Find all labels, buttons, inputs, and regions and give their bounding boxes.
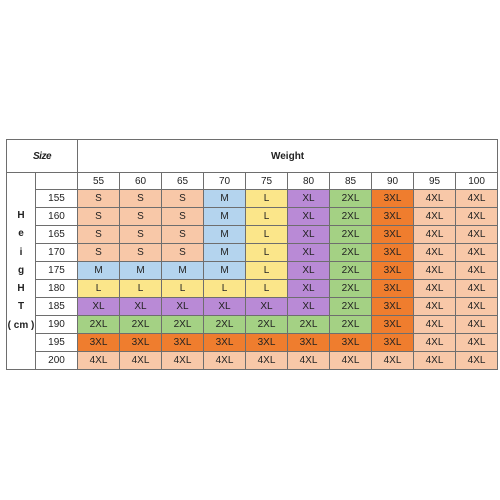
size-cell: M [204,244,246,262]
size-cell: 3XL [372,244,414,262]
size-cell: 3XL [372,208,414,226]
size-cell: 2XL [162,316,204,334]
size-cell: 2XL [330,190,372,208]
height-row [7,280,498,298]
size-cell: 4XL [246,352,288,370]
size-cell: 4XL [456,226,498,244]
size-cell: 2XL [204,316,246,334]
height-axis-letter: g [17,264,25,276]
size-cell: 4XL [456,208,498,226]
weight-header-cell: 80 [288,173,330,190]
weight-header-cell: 65 [162,173,204,190]
size-cell: M [204,262,246,280]
size-cell: XL [288,226,330,244]
height-header-cell: 165 [36,226,78,244]
size-cell: S [120,208,162,226]
weight-header-cell: 60 [120,173,162,190]
size-cell: M [204,226,246,244]
size-cell: 3XL [372,190,414,208]
height-row [7,262,498,280]
height-axis-letter: H [17,210,25,222]
size-cell: 3XL [204,334,246,352]
size-cell: S [78,244,120,262]
size-cell: 2XL [330,262,372,280]
size-cell: 3XL [372,280,414,298]
size-cell: XL [288,190,330,208]
height-row [7,226,498,244]
size-cell: 4XL [414,208,456,226]
size-cell: 2XL [288,316,330,334]
size-cell: 2XL [330,226,372,244]
size-cell: S [162,208,204,226]
weight-header-cell: 75 [246,173,288,190]
size-cell: XL [288,208,330,226]
height-row [7,352,498,370]
size-cell: S [162,190,204,208]
height-header-cell: 180 [36,280,78,298]
size-cell: 4XL [456,244,498,262]
size-cell: 4XL [330,352,372,370]
size-cell: 4XL [78,352,120,370]
size-cell: 3XL [246,334,288,352]
size-cell: XL [288,262,330,280]
size-cell: 2XL [78,316,120,334]
size-cell: XL [162,298,204,316]
height-header-cell: 175 [36,262,78,280]
size-cell: 3XL [330,334,372,352]
height-row [7,244,498,262]
size-cell: L [246,226,288,244]
size-cell: S [78,208,120,226]
size-cell: XL [288,298,330,316]
height-axis-letter: T [17,301,25,313]
size-cell: 4XL [456,262,498,280]
size-cell: S [162,226,204,244]
size-cell: XL [246,298,288,316]
size-cell: 3XL [372,334,414,352]
size-cell: XL [288,280,330,298]
height-header-cell: 200 [36,352,78,370]
size-cell: 4XL [414,334,456,352]
size-cell: S [120,190,162,208]
size-cell: XL [288,244,330,262]
size-cell: 2XL [246,316,288,334]
size-cell: L [246,280,288,298]
size-chart-table [6,139,498,370]
size-cell: XL [120,298,162,316]
size-cell: L [246,208,288,226]
size-cell: 3XL [372,316,414,334]
height-axis-label [7,173,36,370]
size-cell: 4XL [456,352,498,370]
height-header-cell: 185 [36,298,78,316]
height-row [7,208,498,226]
size-cell: 4XL [414,352,456,370]
size-cell: 2XL [330,280,372,298]
height-row [7,316,498,334]
size-cell: 4XL [414,280,456,298]
height-header-cell: 195 [36,334,78,352]
size-cell: 2XL [330,298,372,316]
size-cell: M [120,262,162,280]
height-header-cell: 190 [36,316,78,334]
size-cell: XL [78,298,120,316]
size-cell: 4XL [456,190,498,208]
size-cell: L [246,190,288,208]
size-cell: L [246,262,288,280]
size-cell: 4XL [162,352,204,370]
height-row [7,334,498,352]
size-cell: 2XL [330,208,372,226]
size-cell: 2XL [120,316,162,334]
size-cell: XL [204,298,246,316]
size-cell: L [120,280,162,298]
height-axis-letter: i [19,246,23,258]
height-row [7,298,498,316]
size-cell: 4XL [204,352,246,370]
size-cell: 4XL [414,262,456,280]
size-cell: S [78,226,120,244]
size-cell: S [120,226,162,244]
size-cell: 4XL [456,316,498,334]
size-cell: L [162,280,204,298]
size-cell: 4XL [120,352,162,370]
height-axis-letter: H [17,283,25,295]
size-cell: 4XL [372,352,414,370]
size-cell: 4XL [456,280,498,298]
size-cell: 3XL [372,226,414,244]
size-cell: S [162,244,204,262]
height-row [7,190,498,208]
weight-header-cell: 85 [330,173,372,190]
weight-header-row [7,173,498,190]
size-cell: 3XL [162,334,204,352]
size-cell: 3XL [120,334,162,352]
size-cell: 2XL [330,316,372,334]
size-cell: 4XL [414,190,456,208]
size-cell: M [204,190,246,208]
corner-cell [36,173,78,190]
size-cell: 4XL [456,298,498,316]
weight-header-cell: 55 [78,173,120,190]
size-cell: M [78,262,120,280]
height-axis-letter: e [18,228,24,240]
size-cell: 2XL [330,244,372,262]
height-header-cell: 155 [36,190,78,208]
height-axis-letter: ( cm ) [7,319,35,331]
size-cell: 4XL [414,298,456,316]
size-cell: 4XL [456,334,498,352]
chart-title: Size [7,140,78,173]
weight-header-cell: 90 [372,173,414,190]
size-cell: 3XL [372,298,414,316]
weight-axis-title: Weight [78,140,498,173]
weight-header-cell: 70 [204,173,246,190]
size-cell: 4XL [288,352,330,370]
size-cell: 4XL [414,316,456,334]
size-cell: M [204,208,246,226]
size-cell: S [120,244,162,262]
size-cell: L [78,280,120,298]
size-cell: L [204,280,246,298]
size-cell: M [162,262,204,280]
size-cell: S [78,190,120,208]
size-cell: 3XL [372,262,414,280]
size-cell: 4XL [414,244,456,262]
size-cell: 4XL [414,226,456,244]
size-cell: 3XL [78,334,120,352]
height-header-cell: 170 [36,244,78,262]
size-cell: 3XL [288,334,330,352]
size-cell: L [246,244,288,262]
height-header-cell: 160 [36,208,78,226]
weight-header-cell: 95 [414,173,456,190]
weight-header-cell: 100 [456,173,498,190]
